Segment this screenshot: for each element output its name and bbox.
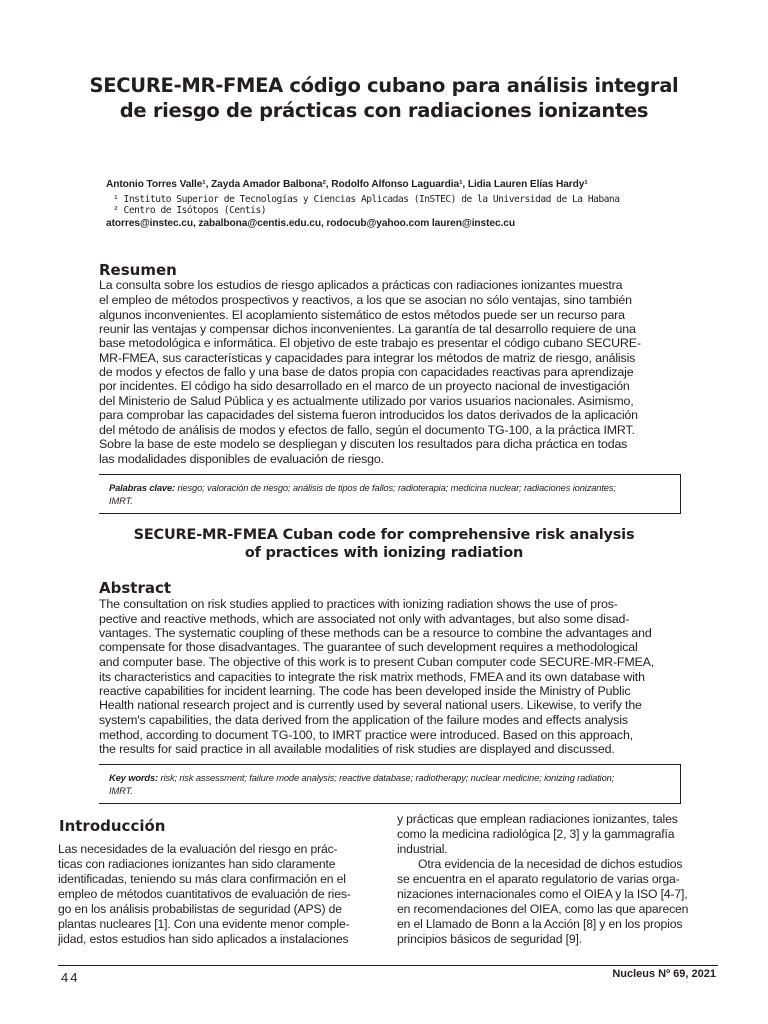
abstract-line: Health national research project and is currently used by several national users. Likewise, to verify the <box>99 698 642 712</box>
intro-right-line: como la medicina radiológica [2, 3] y la gammagrafía <box>397 827 675 841</box>
resumen-line: reunir las ventajas y compensar dichos inconvenientes. La garantía de tal desarrollo requiere de una <box>99 322 636 336</box>
palabras-clave-cont: IMRT. <box>109 495 133 506</box>
keywords-en-top-rule <box>99 764 680 765</box>
abstract-line: and computer base. The objective of this work is to present Cuban computer code SECURE-MR-FMEA, <box>99 655 655 669</box>
keywords-top-rule <box>99 474 680 475</box>
resumen-line: algunos inconvenientes. El acoplamiento sistemático de estos métodos puede ser un recurso para <box>99 308 625 322</box>
resumen-line: base metodológica e informática. El objetivo de este trabajo es presentar el código cubano SECURE- <box>99 336 641 350</box>
intro-left-line: ticas con radiaciones ionizantes han sido claramente <box>58 857 336 871</box>
intro-right-line: y prácticas que emplean radiaciones ionizantes, tales <box>397 812 678 826</box>
abstract-line: compensate for those disadvantages. The guarantee of such development requires a methodological <box>99 640 638 654</box>
key-words <box>109 772 614 783</box>
affiliation-1: ¹ Instituto Superior de Tecnologías y Ciencias Aplicadas (InSTEC) de la Universidad de La Habana <box>113 194 620 205</box>
key-words-cont: IMRT. <box>109 785 133 796</box>
intro-right-line: industrial. <box>397 842 448 856</box>
resumen-heading: Resumen <box>99 261 177 279</box>
affiliation-2: ² Centro de Isótopos (Centis) <box>113 205 267 216</box>
authors-line: Antonio Torres Valle¹, Zayda Amador Balbona², Rodolfo Alfonso Laguardia¹, Lidia Lauren Elías Hardy¹ <box>106 179 588 190</box>
palabras-clave-label: Palabras clave: <box>109 482 176 493</box>
key-words-text: risk; risk assessment; failure mode analysis; reactive database; radiotherapy; nuclear medicine; ionizing radiation; <box>160 772 615 783</box>
palabras-clave <box>109 482 616 493</box>
resumen-line: por incidentes. El código ha sido desarrollado en el marco de un proyecto nacional de investigación <box>99 379 630 393</box>
intro-right-line: Otra evidencia de la necesidad de dichos estudios <box>418 857 683 871</box>
resumen-line: para comprobar las capacidades del sistema fueron introducidos los datos derivados de la aplicación <box>99 408 638 422</box>
intro-left-line: go en los análisis probabilistas de seguridad (APS) de <box>58 902 342 916</box>
intro-right-line: principios básicos de seguridad [9]. <box>397 932 582 946</box>
intro-left-line: plantas nucleares [1]. Con una evidente menor comple- <box>58 917 350 931</box>
intro-right-line: en recomendaciones del OIEA, como las que aparecen <box>397 902 689 916</box>
intro-left-line: empleo de métodos cuantitativos de evaluación de ries- <box>58 887 351 901</box>
key-words-label: Key words: <box>109 772 159 783</box>
emails-line[interactable]: atorres@instec.cu, zabalbona@centis.edu.cu, rodocub@yahoo.com lauren@instec.cu <box>106 218 515 229</box>
abstract-line: its characteristics and capacities to integrate the risk matrix methods, FMEA and its own database with <box>99 670 645 684</box>
paper-title-line-1: SECURE-MR-FMEA código cubano para análisis integral <box>89 74 679 97</box>
resumen-line: del método de análisis de modos y efectos de fallo, según el documento TG-100, a la práctica IMRT. <box>99 423 635 437</box>
english-title-line-1: SECURE-MR-FMEA Cuban code for comprehensive risk analysis <box>133 527 635 543</box>
abstract-line: the results for said practice in all available modalities of risk studies are displayed and discussed. <box>99 742 615 756</box>
resumen-line: del Ministerio de Salud Pública y es actualmente utilizado por varios usuarios nacionales. Asimismo, <box>99 394 634 408</box>
english-title-line-2: of practices with ionizing radiation <box>244 545 524 561</box>
intro-left-line: identificadas, teniendo su más clara confirmación en el <box>58 872 346 886</box>
journal-citation: Nucleus Nº 69, 2021 <box>612 968 716 980</box>
abstract-line: method, according to document TG-100, to IMRT practice were introduced. Based on this approach, <box>99 728 633 742</box>
intro-left-line: Las necesidades de la evaluación del riesgo en prác- <box>58 842 338 856</box>
abstract-line: pective and reactive methods, which are associated not only with advantages, but also some disad- <box>99 612 630 626</box>
introduccion-heading: Introducción <box>59 817 166 835</box>
intro-right-line: se encuentra en el aparato regulatorio de varias orga- <box>397 872 680 886</box>
footer-rule <box>58 965 718 966</box>
page-number: 44 <box>61 970 80 985</box>
keywords-en-bottom-rule <box>99 803 681 804</box>
abstract-line: The consultation on risk studies applied to practices with ionizing radiation shows the use of pros- <box>99 597 618 611</box>
abstract-heading: Abstract <box>99 579 172 597</box>
palabras-clave-text: riesgo; valoración de riesgo; análisis de tipos de fallos; radioterapia; medicina nuclear; radiaciones ionizantes; <box>177 482 616 493</box>
abstract-line: reactive capabilities for incident learning. The code has been developed inside the Ministry of Public <box>99 684 631 698</box>
resumen-line: La consulta sobre los estudios de riesgo aplicados a prácticas con radiaciones ionizantes muestra <box>99 278 623 292</box>
keywords-en-right-rule <box>680 764 681 804</box>
intro-right-line: en el Llamado de Bonn a la Acción [8] y en los propios <box>397 917 683 931</box>
abstract-line: system's capabilities, the data derived from the application of the failure modes and effects analysis <box>99 713 628 727</box>
intro-left-line: jidad, estos estudios han sido aplicados a instalaciones <box>58 932 349 946</box>
intro-right-line: nizaciones internacionales como el OIEA y la ISO [4-7], <box>397 887 688 901</box>
resumen-line: Sobre la base de este modelo se despliegan y discuten los resultados para dicha práctica en todas <box>99 437 628 451</box>
resumen-line: el empleo de métodos prospectivos y reactivos, a los que se asocian no sólo ventajas, sino también <box>99 293 632 307</box>
resumen-line: MR-FMEA, sus características y capacidades para integrar los métodos de matriz de riesgo, análisis <box>99 351 636 365</box>
resumen-line: las modalidades disponibles de evaluación de riesgo. <box>99 452 384 466</box>
resumen-line: de modos y efectos de fallo y una base de datos propia con capacidades reactivas para aprendizaje <box>99 365 634 379</box>
keywords-bottom-rule <box>99 513 681 514</box>
paper-title-line-2: de riesgo de prácticas con radiaciones ionizantes <box>119 99 649 122</box>
abstract-line: vantages. The systematic coupling of these methods can be a resource to combine the advantages and <box>99 626 652 640</box>
keywords-right-rule <box>680 474 681 514</box>
